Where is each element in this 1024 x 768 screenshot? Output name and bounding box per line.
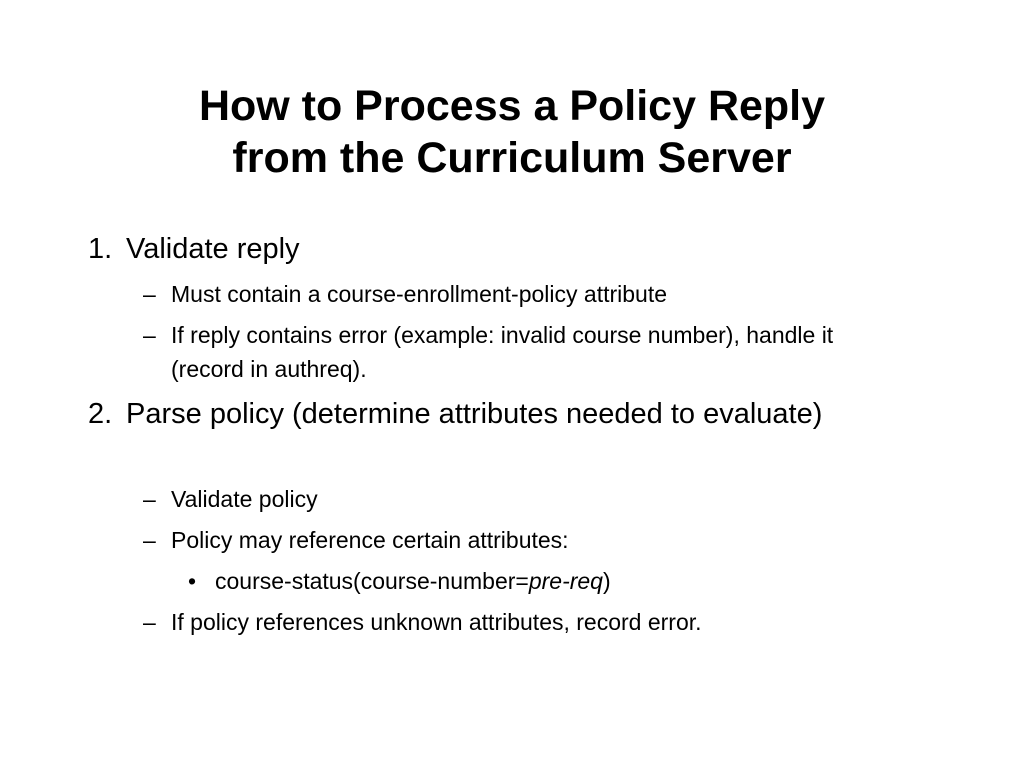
sub-sub-item-text <box>215 564 888 598</box>
sub-sub-item-2-2-1 <box>188 564 888 598</box>
dash-marker: – <box>143 609 156 635</box>
text-suffix: ) <box>602 568 611 594</box>
list-item-text: Validate reply <box>126 233 300 265</box>
title-line-1: How to Process a Policy Reply <box>198 82 826 130</box>
sub-item-1-1 <box>143 277 903 311</box>
bullet-marker: • <box>188 568 197 594</box>
text-italic: pre-req <box>528 568 603 594</box>
sub-item-1-2 <box>143 318 903 386</box>
sub-item-text: If policy references unknown attributes, record error. <box>171 609 702 635</box>
slide-title <box>0 80 1024 184</box>
dash-marker: – <box>143 281 156 307</box>
list-item-2 <box>88 394 948 435</box>
list-item-text: Parse policy (determine attributes needed to evaluate) <box>126 398 823 430</box>
sub-item-text: Policy may reference certain attributes: <box>171 527 569 553</box>
dash-marker: – <box>143 322 156 348</box>
sub-item-text: Must contain a course-enrollment-policy attribute <box>171 281 668 307</box>
sub-item-text: Validate policy <box>171 486 318 512</box>
dash-marker: – <box>143 527 156 553</box>
sub-item-2-1 <box>143 482 903 516</box>
list-number: 1. <box>88 233 113 265</box>
sub-item-2-3 <box>143 605 903 639</box>
title-line-2: from the Curriculum Server <box>232 134 792 182</box>
text-prefix: course-status(course-number= <box>215 568 529 594</box>
sub-item-2-2 <box>143 523 903 557</box>
dash-marker: – <box>143 486 156 512</box>
list-number: 2. <box>88 398 113 430</box>
list-item-1 <box>88 229 948 270</box>
sub-item-text: If reply contains error (example: invalid course number), handle it (record in authreq). <box>171 322 834 382</box>
